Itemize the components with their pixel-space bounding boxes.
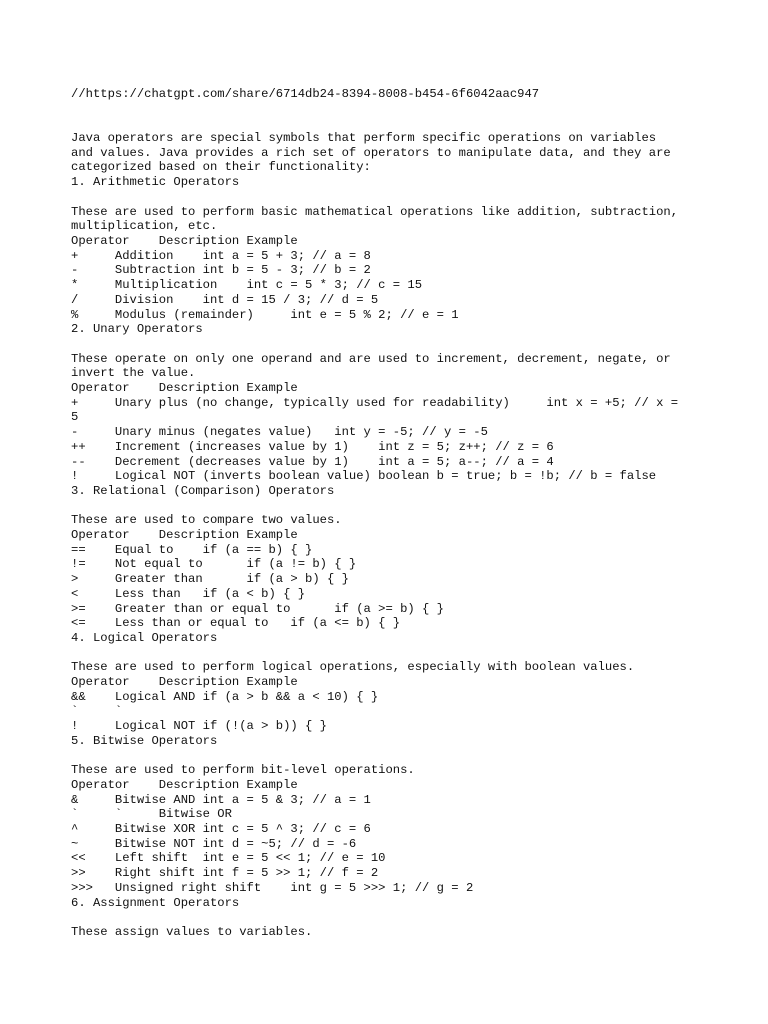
text-line: Operator Description Example bbox=[71, 675, 298, 690]
text-line: 2. Unary Operators bbox=[71, 322, 203, 337]
text-line: >>> Unsigned right shift int g = 5 >>> 1; // g = 2 bbox=[71, 880, 474, 895]
text-line: ! Logical NOT (inverts boolean value) boolean b = true; b = !b; // b = false bbox=[71, 469, 657, 484]
text-line: These assign values to variables. bbox=[71, 924, 313, 939]
text-line: < Less than if (a < b) { } bbox=[71, 586, 306, 601]
text-line: 5 bbox=[71, 410, 79, 425]
text-line: - Subtraction int b = 5 - 3; // b = 2 bbox=[71, 263, 371, 278]
text-line: >> Right shift int f = 5 >> 1; // f = 2 bbox=[71, 866, 379, 881]
text-line: && Logical AND if (a > b && a < 10) { } bbox=[71, 689, 379, 704]
text-line: Operator Description Example bbox=[71, 528, 298, 543]
text-line: and values. Java provides a rich set of operators to manipulate data, and they are bbox=[71, 145, 671, 160]
text-line: Operator Description Example bbox=[71, 233, 298, 248]
text-line bbox=[71, 337, 731, 352]
text-line: These are used to perform basic mathematical operations like addition, subtraction, bbox=[71, 204, 679, 219]
text-line: & Bitwise AND int a = 5 & 3; // a = 1 bbox=[71, 792, 371, 807]
text-line: multiplication, etc. bbox=[71, 219, 218, 234]
text-line: ` ` Bitwise OR bbox=[71, 807, 232, 822]
text-line: == Equal to if (a == b) { } bbox=[71, 542, 313, 557]
text-line: << Left shift int e = 5 << 1; // e = 10 bbox=[71, 851, 386, 866]
text-line bbox=[71, 102, 731, 117]
text-line: invert the value. bbox=[71, 366, 196, 381]
text-line: % Modulus (remainder) int e = 5 % 2; // e = 1 bbox=[71, 307, 459, 322]
text-line: //https://chatgpt.com/share/6714db24-8394-8008-b454-6f6042aac947 bbox=[71, 87, 540, 101]
text-line: - Unary minus (negates value) int y = -5; // y = -5 bbox=[71, 425, 488, 440]
text-line bbox=[71, 190, 731, 205]
text-line: These are used to perform logical operations, especially with boolean values. bbox=[71, 660, 635, 675]
text-line: ++ Increment (increases value by 1) int z = 5; z++; // z = 6 bbox=[71, 439, 554, 454]
text-line: ^ Bitwise XOR int c = 5 ^ 3; // c = 6 bbox=[71, 822, 371, 837]
text-line: These operate on only one operand and are used to increment, decrement, negate, or bbox=[71, 351, 671, 366]
text-line: Operator Description Example bbox=[71, 381, 298, 395]
text-line bbox=[71, 499, 731, 514]
text-line: + Unary plus (no change, typically used for readability) int x = +5; // x = bbox=[71, 395, 679, 410]
text-line: >= Greater than or equal to if (a >= b) { } bbox=[71, 601, 444, 616]
text-line bbox=[71, 646, 731, 661]
text-line: Java operators are special symbols that perform specific operations on variables bbox=[71, 131, 657, 146]
text-line: * Multiplication int c = 5 * 3; // c = 15 bbox=[71, 278, 423, 293]
text-line: ` ` bbox=[71, 704, 123, 719]
text-line: 3. Relational (Comparison) Operators bbox=[71, 483, 335, 498]
text-line: Operator Description Example bbox=[71, 777, 298, 792]
text-line: ! Logical NOT if (!(a > b)) { } bbox=[71, 719, 327, 734]
text-line: 1. Arithmetic Operators bbox=[71, 175, 240, 190]
text-line bbox=[71, 910, 731, 925]
text-line: 6. Assignment Operators bbox=[71, 895, 240, 910]
text-line: / Division int d = 15 / 3; // d = 5 bbox=[71, 292, 379, 307]
text-line: 5. Bitwise Operators bbox=[71, 733, 218, 748]
text-line: > Greater than if (a > b) { } bbox=[71, 572, 349, 587]
text-line: ~ Bitwise NOT int d = ~5; // d = -6 bbox=[71, 836, 357, 851]
text-line: <= Less than or equal to if (a <= b) { } bbox=[71, 616, 401, 631]
text-line bbox=[71, 116, 731, 131]
document-page bbox=[71, 87, 731, 940]
text-line: + Addition int a = 5 + 3; // a = 8 bbox=[71, 248, 371, 263]
text-line: These are used to compare two values. bbox=[71, 513, 342, 528]
text-line: categorized based on their functionality: bbox=[71, 160, 371, 175]
text-line: != Not equal to if (a != b) { } bbox=[71, 557, 357, 572]
text-line: 4. Logical Operators bbox=[71, 630, 218, 645]
text-line: -- Decrement (decreases value by 1) int a = 5; a--; // a = 4 bbox=[71, 454, 554, 469]
text-line bbox=[71, 749, 731, 764]
text-line: These are used to perform bit-level operations. bbox=[71, 763, 415, 778]
